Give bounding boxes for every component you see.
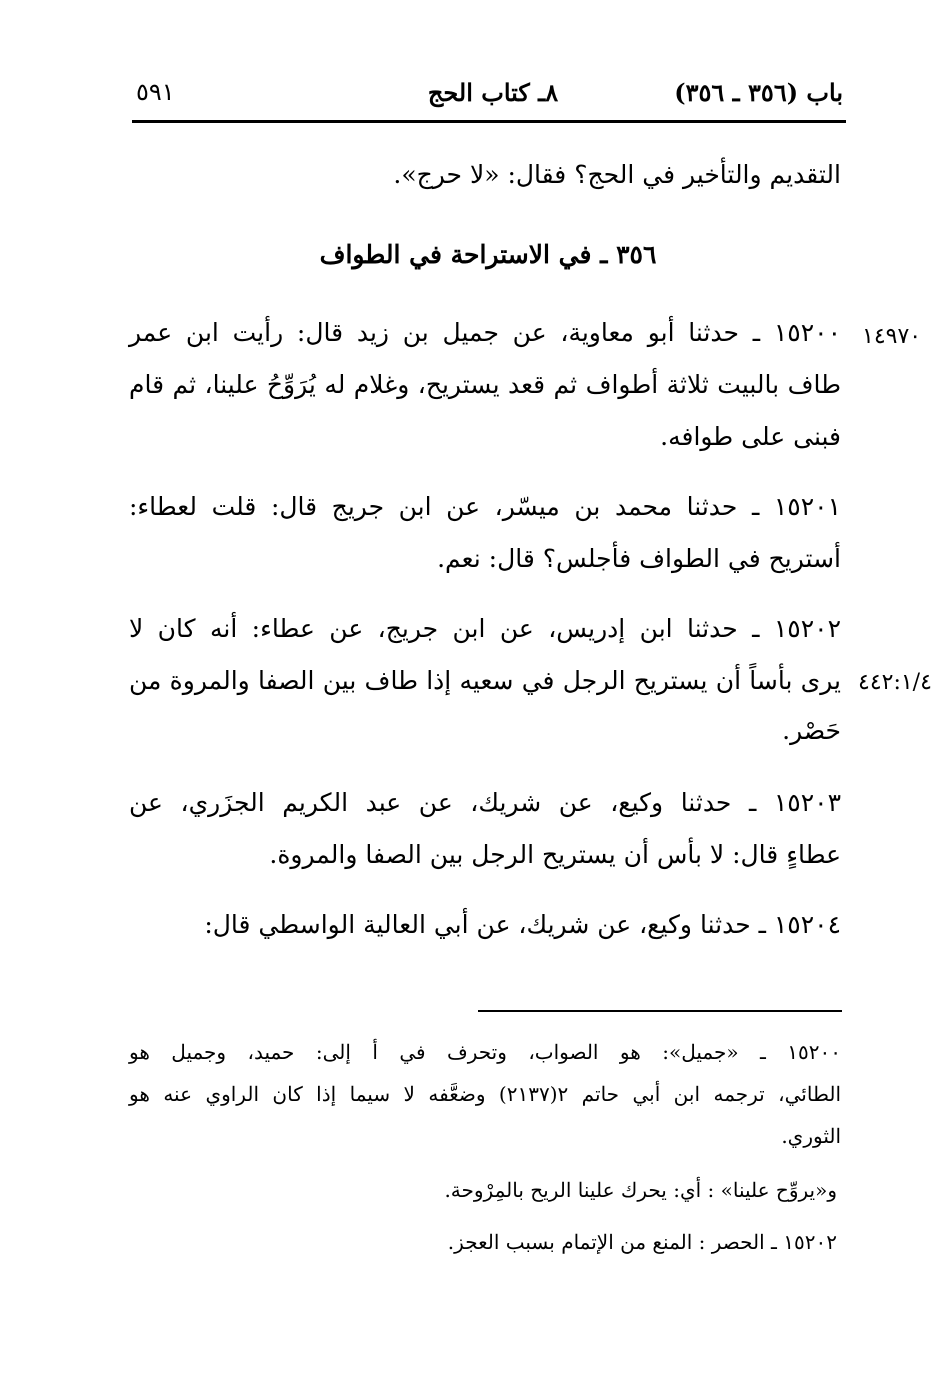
- hadith-line: حَصْر.: [782, 716, 841, 745]
- footnote-rule: [478, 1010, 842, 1012]
- hadith-line: أستريح في الطواف فأجلس؟ قال: نعم.: [437, 544, 841, 573]
- margin-note: ٤٤٢:١/٤: [858, 670, 932, 695]
- intro-line: التقديم والتأخير في الحج؟ فقال: «لا حرج».: [393, 160, 841, 189]
- section-heading: ٣٥٦ ـ في الاستراحة في الطواف: [319, 240, 657, 269]
- footnote-line: و«يروِّح علينا» : أي: يحرك علينا الريح بالمِرْوحة.: [444, 1178, 837, 1202]
- footnote-line: ١٥٢٠٠ ـ «جميل»: هو الصواب، وتحرف في أ إلى: حميد، وجميل هو: [129, 1040, 841, 1064]
- chapter-range: باب (٣٥٦ ـ ٣٥٦): [674, 78, 843, 107]
- footnote-line: ١٥٢٠٢ ـ الحصر : المنع من الإتمام بسبب العجز.: [447, 1230, 837, 1254]
- hadith-line: عطاءٍ قال: لا بأس أن يستريح الرجل بين الصفا والمروة.: [269, 840, 841, 869]
- hadith-line: ١٥٢٠٠ ـ حدثنا أبو معاوية، عن جميل بن زيد قال: رأيت ابن عمر: [129, 318, 841, 347]
- hadith-line: ١٥٢٠٢ ـ حدثنا ابن إدريس، عن ابن جريج، عن عطاء: أنه كان لا: [129, 614, 841, 643]
- hadith-line: فبنى على طوافه.: [660, 422, 841, 451]
- footnote-line: الطائي، ترجمه ابن أبي حاتم ٢(٢١٣٧) وضعَّفه لا سيما إذا كان الراوي عنه هو: [129, 1082, 841, 1106]
- hadith-line: ١٥٢٠٤ ـ حدثنا وكيع، عن شريك، عن أبي العالية الواسطي قال:: [204, 910, 841, 939]
- hadith-line: يرى بأساً أن يستريح الرجل في سعيه إذا طاف بين الصفا والمروة من: [129, 666, 841, 695]
- hadith-line: طاف بالبيت ثلاثة أطواف ثم قعد يستريح، وغلام له يُرَوِّحُ علينا، ثم قام: [129, 370, 841, 399]
- book-title: ٨ـ كتاب الحج: [427, 78, 559, 107]
- footnote-line: الثوري.: [781, 1124, 841, 1148]
- hadith-line: ١٥٢٠١ ـ حدثنا محمد بن ميسّر، عن ابن جريج قال: قلت لعطاء:: [129, 492, 841, 521]
- header-rule: [132, 120, 846, 123]
- margin-note: ١٤٩٧٠: [862, 324, 922, 349]
- hadith-line: ١٥٢٠٣ ـ حدثنا وكيع، عن شريك، عن عبد الكريم الجزَري، عن: [129, 788, 841, 817]
- page-number: ٥٩١: [136, 78, 175, 106]
